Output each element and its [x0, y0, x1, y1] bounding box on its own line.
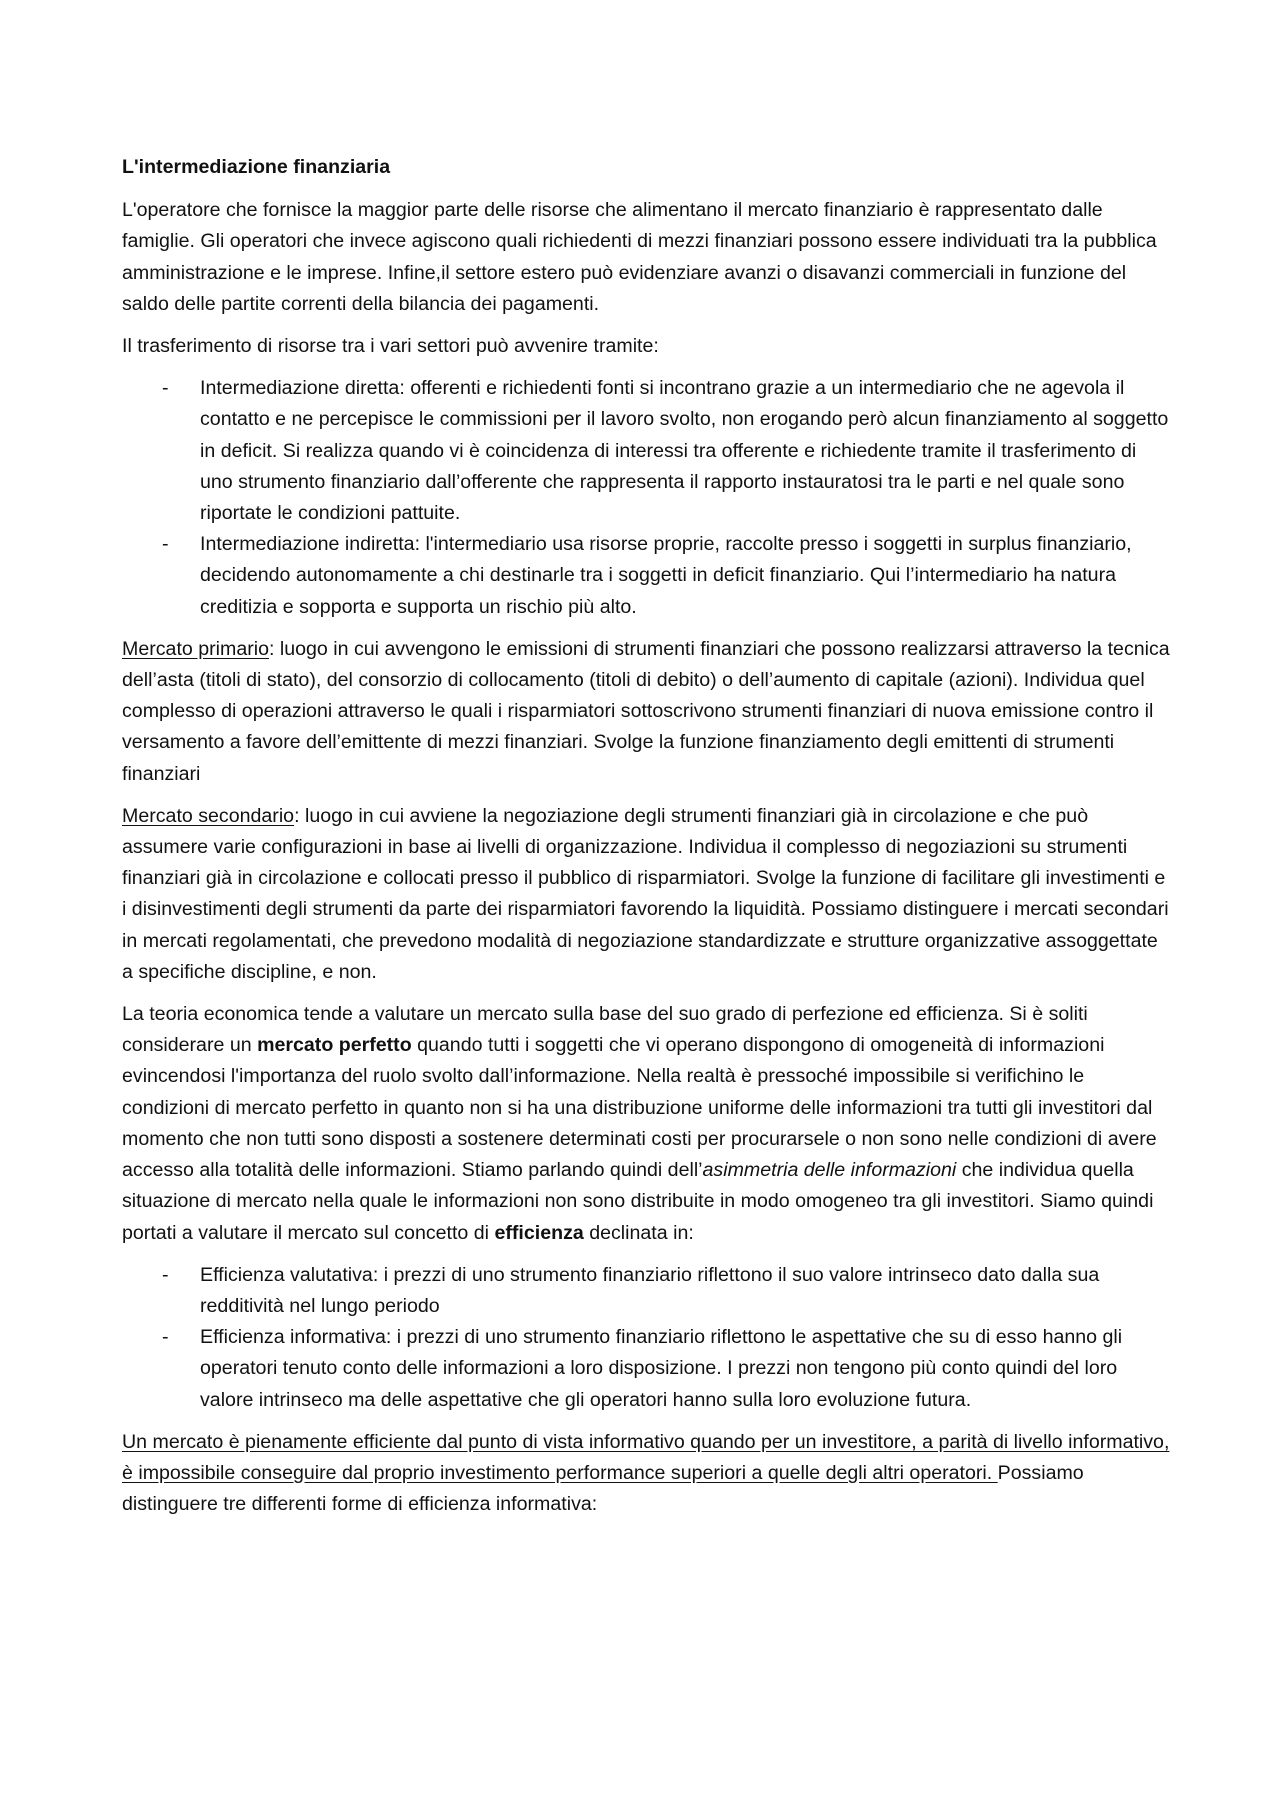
- dash-bullet: -: [162, 1263, 169, 1286]
- dash-bullet: -: [162, 1326, 169, 1349]
- text-segment: La teoria economica tende a valutare un mercato sulla base del suo grado di perfezione ed efficienza. Si è soliti considerare un: [122, 1003, 1088, 1057]
- term-primary-market: Mercato primario: [122, 637, 269, 660]
- primary-market-definition: : luogo in cui avvengono le emissioni di strumenti finanziari che possono realizzarsi attraverso la tecnica dell’asta (titoli di stato), del consorzio di collocamento (titoli di debito) o dell’aumento di capitale (azioni). Individua quel complesso di operazioni attraverso le quali i risparmiatori sottoscrivono strumenti finanziari di nuova emissione contro il versamento a favore dell’emittente di mezzi finanziari. Svolge la funzione finanziamento degli emittenti di strumenti finanziari: [122, 637, 1170, 785]
- paragraph-secondary-market: [122, 801, 1172, 988]
- intermediation-list: [122, 373, 1172, 623]
- text-segment: declinata in:: [583, 1221, 694, 1244]
- efficiency-list: [122, 1260, 1172, 1416]
- list-item-text: Intermediazione indiretta: l'intermediario usa risorse proprie, raccolte presso i soggetti in surplus finanziario, decidendo autonomamente a chi destinarle tra i soggetti in deficit finanziario. Qui l’intermediario ha natura creditizia e sopporta e supporta un rischio più alto.: [200, 533, 1132, 618]
- term-perfect-market: mercato perfetto: [257, 1034, 412, 1057]
- term-information-asymmetry: asimmetria delle informazioni: [702, 1159, 957, 1182]
- term-secondary-market: Mercato secondario: [122, 804, 295, 827]
- term-efficiency: efficienza: [494, 1221, 584, 1244]
- list-item-text: Efficienza valutativa: i prezzi di uno strumento finanziario riflettono il suo valore intrinseco dato dalla sua redditività nel lungo periodo: [200, 1263, 1100, 1317]
- text-segment: che individua quella situazione di mercato nella quale le informazioni non sono distribuite in modo omogeneo tra gli investitori. Siamo quindi portati a valutare il mercato sul concetto di: [122, 1159, 1154, 1244]
- list-item: [122, 1322, 1172, 1416]
- secondary-market-definition: : luogo in cui avviene la negoziazione degli strumenti finanziari già in circolazione e che può assumere varie configurazioni in base ai livelli di organizzazione. Individua il complesso di negoziazioni su strumenti finanziari già in circolazione e collocati presso il pubblico di risparmiatori. Svolge la funzione di facilitare gli investimenti e i disinvestimenti degli strumenti da parte dei risparmiatori favorendo la liquidità. Possiamo distinguere i mercati secondari in mercati regolamentati, che prevedono modalità di negoziazione standardizzate e strutture organizzative assoggettate a specifiche discipline, e non.: [122, 804, 1169, 983]
- paragraph-market-efficiency: [122, 999, 1172, 1249]
- text-segment: Possiamo distinguere tre differenti forme di efficienza informativa:: [122, 1461, 1084, 1516]
- list-item: [122, 529, 1172, 623]
- text-segment: quando tutti i soggetti che vi operano dispongono di omogeneità di informazioni evincendosi l'importanza del ruolo svolto dall’informazione. Nella realtà è pressoché impossibile si verifichino le condizioni di mercato perfetto in quanto non si ha una distribuzione uniforme delle informazioni tra tutti gli investitori dal momento che non tutti sono disposti a sostenere determinati costi per procurarsele o non sono nelle condizioni di avere accesso alla totalità delle informazioni. Stiamo parlando quindi dell’: [122, 1034, 1157, 1182]
- paragraph-transfer-intro: Il trasferimento di risorse tra i vari settori può avvenire tramite:: [122, 335, 659, 358]
- list-item-text: Intermediazione diretta: offerenti e richiedenti fonti si incontrano grazie a un intermediario che ne agevola il contatto e ne percepisce le commissioni per il lavoro svolto, non erogando però alcun finanziamento al soggetto in deficit. Si realizza quando vi è coincidenza di interessi tra offerente e richiedente tramite il trasferimento di uno strumento finanziario dall’offerente che rappresenta il rapporto instauratosi tra le parti e nel quale sono riportate le condizioni pattuite.: [200, 377, 1169, 525]
- list-item: [122, 1260, 1172, 1322]
- dash-bullet: -: [162, 377, 169, 400]
- efficiency-definition: Un mercato è pienamente efficiente dal punto di vista informativo quando per un investitore, a parità di livello informativo, è impossibile conseguire dal proprio investimento performance superiori a quelle degli altri operatori.: [122, 1430, 1170, 1484]
- paragraph-full-efficiency: [122, 1427, 1172, 1521]
- paragraph-operators: L'operatore che fornisce la maggior parte delle risorse che alimentano il mercato finanziario è rappresentato dalle famiglie. Gli operatori che invece agiscono quali richiedenti di mezzi finanziari possono essere individuati tra la pubblica amministrazione e le imprese. Infine,il settore estero può evidenziare avanzi o disavanzi commerciali in funzione del saldo delle partite correnti della bilancia dei pagamenti.: [122, 199, 1157, 315]
- dash-bullet: -: [162, 533, 169, 556]
- paragraph-primary-market: [122, 634, 1172, 790]
- list-item-text: Efficienza informativa: i prezzi di uno strumento finanziario riflettono le aspettative che su di esso hanno gli operatori tenuto conto delle informazioni a loro disposizione. I prezzi non tengono più conto quindi del loro valore intrinseco ma delle aspettative che gli operatori hanno sulla loro evoluzione futura.: [200, 1326, 1123, 1411]
- document-body: [122, 152, 1172, 1531]
- document-title: L'intermediazione finanziaria: [122, 156, 391, 178]
- list-item: [122, 373, 1172, 529]
